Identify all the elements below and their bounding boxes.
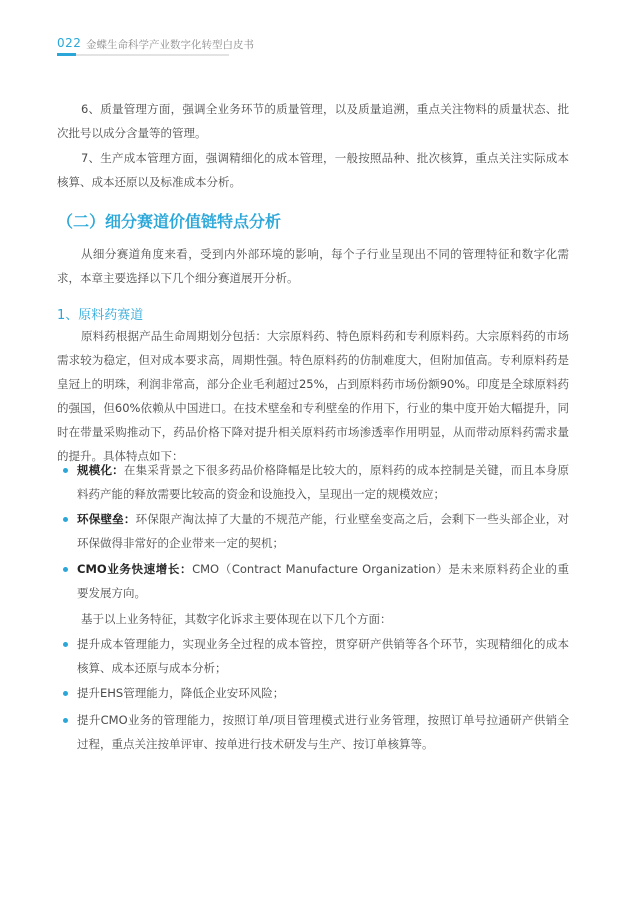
- text-line: 提升CMO业务的管理能力，按照订单/项目管理模式进行业务管理，按照订单号拉通研产供销全: [77, 713, 569, 727]
- bullet-dot-icon: [63, 691, 68, 696]
- paragraph-quality-management: [57, 97, 569, 145]
- text-line: 原料药根据产品生命周期划分包括：大宗原料药、特色原料药和专利原料药。大宗原料药的市场: [81, 329, 569, 343]
- feature-label: CMO业务快速增长：: [77, 562, 193, 576]
- text-line: 的提升。具体特点如下：: [57, 449, 184, 463]
- text-line: [77, 458, 569, 482]
- demand-item: [57, 708, 569, 758]
- header-accent-bar: [57, 53, 76, 56]
- summary-paragraph: [57, 607, 569, 631]
- text-line: 次批号以成分含量等的管理。: [57, 126, 207, 140]
- feature-text: CMO（Contract Manufacture Organization）是未来原料药企业的重: [192, 562, 569, 576]
- subsection-body: [57, 324, 569, 468]
- paragraph-cost-management: [57, 146, 569, 194]
- demand-item: [57, 681, 569, 707]
- feature-label: 环保壁垒：: [77, 512, 136, 526]
- text-line: 皇冠上的明珠，利润非常高，部分企业毛利超过25%，占到原料药市场份额90%。印度是全球原料药: [57, 377, 569, 391]
- section-intro: [57, 242, 569, 290]
- bullet-dot-icon: [63, 642, 68, 647]
- feature-item: [57, 458, 569, 508]
- demand-item: [57, 632, 569, 682]
- bullet-dot-icon: [63, 718, 68, 723]
- text-line: 核算、成本还原以及标准成本分析。: [57, 175, 241, 189]
- feature-text: 环保限产淘汰掉了大量的不规范产能，行业壁垒变高之后，会剩下一些头部企业，对: [135, 512, 570, 526]
- text-line: 6、质量管理方面，强调全业务环节的质量管理，以及质量追溯，重点关注物料的质量状态、批: [81, 102, 569, 116]
- text-line: [77, 507, 569, 531]
- text-line: [77, 557, 569, 581]
- page-header: [57, 34, 577, 58]
- text-line: 的强国，但60%依赖从中国进口。在技术壁垒和专利壁垒的作用下，行业的集中度开始大幅提升，同: [57, 401, 569, 415]
- text-line: 提升EHS管理能力，降低企业安环风险；: [77, 686, 285, 700]
- header-divider: [57, 54, 229, 56]
- subsection-heading: 1、原料药赛道: [57, 308, 144, 323]
- text-line: 料药产能的释放需要比较高的资金和设施投入，呈现出一定的规模效应；: [77, 487, 445, 501]
- text-line: 要发展方向。: [77, 586, 146, 600]
- bullet-dot-icon: [63, 468, 68, 473]
- feature-label: 规模化：: [77, 463, 124, 477]
- feature-item: [57, 507, 569, 557]
- bullet-dot-icon: [63, 567, 68, 572]
- text-line: 7、生产成本管理方面，强调精细化的成本管理，一般按照品种、批次核算，重点关注实际成本: [81, 151, 569, 165]
- section-heading: （二）细分赛道价值链特点分析: [57, 212, 282, 231]
- text-line: 需求较为稳定，但对成本要求高，周期性强。特色原料药的仿制难度大，但附加值高。专利原料药是: [57, 353, 569, 367]
- document-title: 金蝶生命科学产业数字化转型白皮书: [86, 39, 254, 51]
- text-line: 过程，重点关注按单评审、按单进行技术研发与生产、按订单核算等。: [77, 737, 434, 751]
- page-number: 022: [57, 36, 82, 50]
- text-line: 提升成本管理能力，实现业务全过程的成本管控，贯穿研产供销等各个环节，实现精细化的成本: [77, 637, 569, 651]
- feature-item: [57, 557, 569, 607]
- text-line: 时在带量采购推动下，药品价格下降对提升相关原料药市场渗透率作用明显，从而带动原料药需求量: [57, 425, 569, 439]
- text-line: 求，本章主要选择以下几个细分赛道展开分析。: [57, 271, 299, 285]
- feature-text: 在集采背景之下很多药品价格降幅是比较大的，原料药的成本控制是关键，而且本身原: [123, 463, 570, 477]
- text-line: 核算、成本还原与成本分析；: [77, 661, 227, 675]
- bullet-dot-icon: [63, 517, 68, 522]
- text-line: 环保做得非常好的企业带来一定的契机；: [77, 536, 284, 550]
- text-line: 从细分赛道角度来看，受到内外部环境的影响，每个子行业呈现出不同的管理特征和数字化需: [81, 247, 569, 261]
- text-line: 基于以上业务特征，其数字化诉求主要体现在以下几个方面：: [81, 612, 392, 626]
